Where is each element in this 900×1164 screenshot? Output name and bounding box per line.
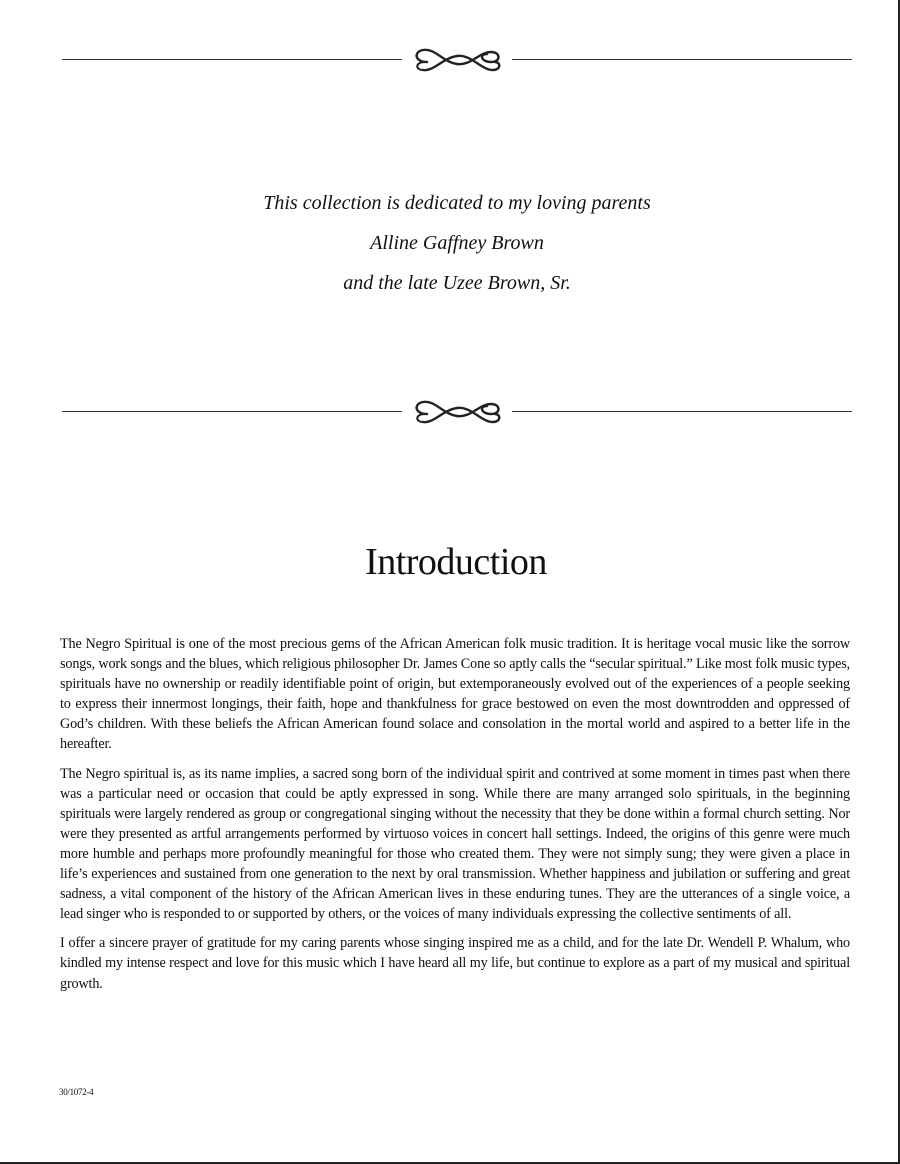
divider-rule-left [62,59,402,60]
body-paragraph: I offer a sincere prayer of gratitude for my caring parents whose singing inspired me as a child, and for the late Dr. Wendell P. Whalum, who kindled my intense respect and love for this music which I have heard all my life, but continue to explore as a part of my musical and spiritual growth. [60,935,850,992]
page-title: Introduction [365,541,547,583]
body-paragraph: The Negro spiritual is, as its name implies, a sacred song born of the individual spirit and contrived at some moment in times past when there was a particular need or occasion that could be aptly expressed in song. While there are many arranged solo spirituals, in the beginning spirituals were largely rendered as group or congregational singing without the necessity that they be done within a formal church setting. Nor were they presented as artful arrangements performed by virtuoso voices in concert hall settings. Indeed, the origins of this genre were much more humble and perhaps more profoundly meaningful for those who created them. They were not simply sung; they were given a place in life’s experiences and sustained from one generation to the next by oral transmission. Whether happiness and jubilation or suffering and great sadness, a vital component of the history of the African American lives in these enduring tunes. They are the utterances of a single voice, a lead singer who is responded to or supported by others, or the voices of many individuals expressing the collective sentiments of all. [60,765,850,923]
introduction-body [60,634,850,1003]
dedication-line: Alline Gaffney Brown [370,232,544,254]
divider-rule-left [62,411,402,412]
dedication-line: and the late Uzee Brown, Sr. [343,272,571,294]
dedication-line: This collection is dedicated to my loving parents [263,192,651,214]
divider-rule-right [512,59,852,60]
flourish-icon [407,392,507,432]
divider-rule-right [512,411,852,412]
dedication [0,183,900,303]
catalog-number: 30/1072-4 [59,1087,94,1097]
middle-ornament-divider [62,392,852,432]
flourish-icon [407,40,507,80]
top-ornament-divider [62,40,852,80]
body-paragraph: The Negro Spiritual is one of the most precious gems of the African American folk music tradition. It is heritage vocal music like the sorrow songs, work songs and the blues, which religious philosopher Dr. James Cone so aptly calls the “secular spiritual.” Like most folk music types, spirituals have no ownership or readily identifiable point of origin, but extemporaneously evolved out of the experiences of a people seeking to express their innermost longings, their faith, hope and thankfulness for grace bestowed on even the most downtrodden and oppressed of God’s children. With these beliefs the African American found solace and consolation in the mortal world and aspired to a better life in the hereafter. [60,636,850,753]
